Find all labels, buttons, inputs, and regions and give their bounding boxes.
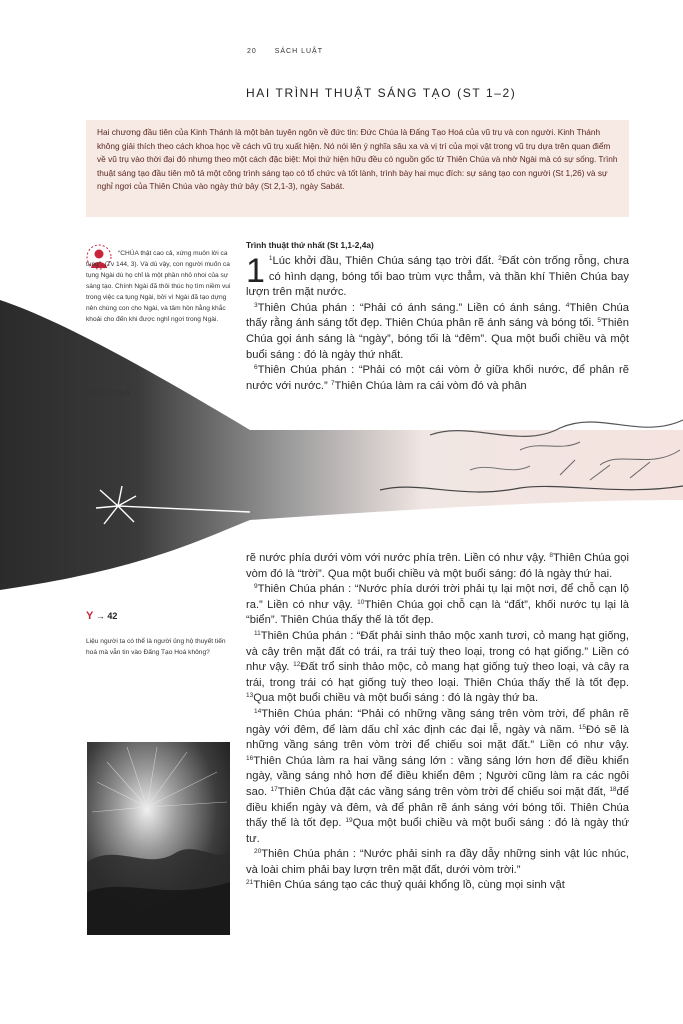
verse-number: 1 [268, 255, 273, 262]
verse-number: 11 [254, 629, 261, 637]
verse-text: Thiên Chúa phán : “Đất phải sinh thảo mộc xanh tươi, cỏ mang hạt giống, và cây trên mặt đất có trái, ra trái tuỳ theo loại, trong có hạt giống.” Liền có như vậy. [246, 629, 629, 674]
verse-number: 14 [254, 707, 262, 715]
book-section: SÁCH LUẬT [274, 48, 323, 55]
verse-text: Đất còn trống rỗng, chưa có hình dạng, bóng tối bao trùm vực thẳm, và thần khí Thiên Chúa bay lượn trên mặt nước. [246, 255, 629, 299]
engraving-image [87, 742, 230, 935]
verse-number: 17 [270, 785, 278, 793]
verse-text: Thiên Chúa gọi chỗ cạn là “đất”, khối nước tụ lại là “biển”. Thiên Chúa thấy thế là tốt đẹp. [246, 598, 629, 627]
verse-text: Thiên Chúa phán : “Nước phải sinh ra đầy dẫy những sinh vật lúc nhúc, và loài chim phải bay lượn trên mặt đất, dưới vòm trời.” [246, 848, 629, 876]
page-title: HAI TRÌNH THUẬT SÁNG TẠO (ST 1–2) [246, 86, 517, 100]
verse-number: 15 [578, 723, 587, 731]
verse-text: Thiên Chúa làm ra cái vòm đó và phân [334, 379, 527, 392]
verse-number: 20 [254, 848, 262, 856]
crossref[interactable] [86, 610, 117, 622]
verse-text: Thiên Chúa phán : “Nước phía dưới trời phải tụ lại một nơi, để chỗ cạn lộ ra.” Liền có như vậy. [246, 583, 629, 611]
scripture-part-2 [246, 551, 629, 894]
verse-number: 9 [254, 583, 258, 591]
chapter-number: 1 [246, 252, 265, 290]
verse-text: Đất trổ sinh thảo mộc, cỏ mang hạt giống tuỳ theo loại, và cây ra trái, trong trái có hạt giống tuỳ theo loại. Thiên Chúa thấy thế là tốt đẹp. [246, 661, 629, 689]
verse-number: 3 [254, 301, 258, 309]
verse-number: 18 [609, 785, 617, 793]
verse-text: Thiên Chúa thấy rằng ánh sáng tốt đẹp. Thiên Chúa phân rẽ ánh sáng và bóng tối. [246, 301, 629, 330]
verse-text: Thiên Chúa phán : “Phải có một cái vòm ở giữa khối nước, để phân rẽ nước với nước.” [246, 364, 629, 392]
quote-author: AUGUSTINÔ [86, 390, 131, 397]
side-quote: “CHÚA thật cao cả, xứng muôn lời ca tụng”. (Tv 144, 3). Và dù vậy, con người muốn ca tụng Ngài dù họ chỉ là một phần nhỏ nhoi của sự sáng tạo. Chính Ngài đã thôi thúc họ tìm niềm vui trong việc ca tụng Ngài, bởi vì Ngài đã tạo dựng nên chúng con cho Ngài, và tâm hồn hằng khắc khoải cho đến khi được nghỉ ngơi trong Ngài. [86, 250, 231, 323]
section-heading: Trình thuật thứ nhất (St 1,1-2,4a) [246, 240, 374, 250]
crossref-question: Liệu người ta có thể là người ủng hộ thuyết tiến hoá mà vẫn tin vào Đấng Tạo Hoá không? [86, 638, 226, 656]
verse-number: 8 [549, 552, 553, 559]
verse-text: Qua một buổi chiều và một buổi sáng : đó là ngày thứ ba. [253, 692, 539, 705]
verse-number: 6 [254, 364, 258, 372]
verse-number: 7 [330, 379, 335, 387]
verse-number: 21 [246, 879, 254, 887]
verse-number: 16 [246, 754, 254, 762]
verse-number: 5 [597, 317, 601, 325]
verse-text: Lúc khởi đầu, Thiên Chúa sáng tạo trời đất. [272, 255, 499, 267]
verse-text: Thiên Chúa gọi vòm đó là “trời”. Qua một buổi chiều và một buổi sáng: đó là ngày thứ hai. [246, 552, 629, 580]
intro-box: Hai chương đầu tiên của Kinh Thánh là một bản tuyên ngôn về đức tin: Đức Chúa là Đấng Tạo Hoá của vũ trụ và con người. Kinh Thánh không giải thích theo cách khoa học về cách vũ trụ xuất hiện. Nó nói lên ý nghĩa sâu xa và vị trí của mọi vật trong vũ trụ dựa trên quan điểm về vũ trụ vào thời đại đó nhưng theo một cách đặc biệt: Mọi thứ hiện hữu đều có nguồn gốc từ Thiên Chúa và nhờ Ngài mà có sự sống. Trình thuật sáng tạo đầu tiên mô tả một công trình sáng tạo có tổ chức và tốt lành, trình bày hai mục đích: sự sáng tạo con người (St 1,26) và sự nghỉ ngơi của Thiên Chúa vào ngày thứ bảy (St 2,1-3), ngày Sabát. [86, 120, 629, 217]
verse-text: Thiên Chúa gọi ánh sáng là “ngày”, bóng tối là “đêm”. Qua một buổi chiều và một buổi sáng : đó là ngày thứ nhất. [246, 317, 629, 361]
verse-text: Thiên Chúa đặt các vầng sáng trên vòm trời để chiếu soi mặt đất, [277, 785, 610, 798]
verse-number: 12 [293, 661, 301, 669]
verse-number: 4 [565, 301, 570, 309]
verse-number: 10 [357, 598, 365, 606]
running-header [247, 48, 323, 55]
verse-text: rẽ nước phía dưới vòm với nước phía trên. Liền có như vậy. [246, 552, 550, 564]
scripture-part-1 [246, 254, 629, 394]
verse-number: 2 [498, 255, 502, 262]
crossref-label: → 42 [95, 611, 118, 621]
verse-text: Thiên Chúa phán : “Phải có ánh sáng.” Liền có ánh sáng. [257, 301, 566, 314]
verse-text: Thiên Chúa phán: “Phải có những vầng sáng trên vòm trời, để phân rẽ ngày với đêm, để làm dấu chỉ xác định các đại lễ, ngày và năm. [246, 707, 629, 736]
verse-text: Thiên Chúa làm ra hai vầng sáng lớn : vầng sáng lớn hơn để điều khiển ngày, vầng sáng nhỏ hơn để điều khiển đêm ; Người cũng làm ra các ngôi sao. [246, 754, 629, 798]
verse-text: Qua một buổi chiều và một buổi sáng : đó là ngày thứ tư. [246, 817, 629, 845]
verse-text: Đó sẽ là những vầng sáng trên vòm trời để chiếu soi mặt đất.” Liền có như vậy. [246, 723, 629, 752]
y-icon: Y [86, 610, 94, 622]
verse-number: 13 [246, 692, 254, 700]
verse-number: 19 [345, 817, 353, 825]
verse-text: Thiên Chúa sáng tạo các thuỷ quái khổng lồ, cùng mọi sinh vật [253, 879, 565, 892]
verse-text: để điều khiển ngày và đêm, và để phân rẽ ánh sáng với bóng tối. Thiên Chúa thấy thế là tốt đẹp. [246, 785, 629, 830]
page-number: 20 [247, 48, 257, 55]
